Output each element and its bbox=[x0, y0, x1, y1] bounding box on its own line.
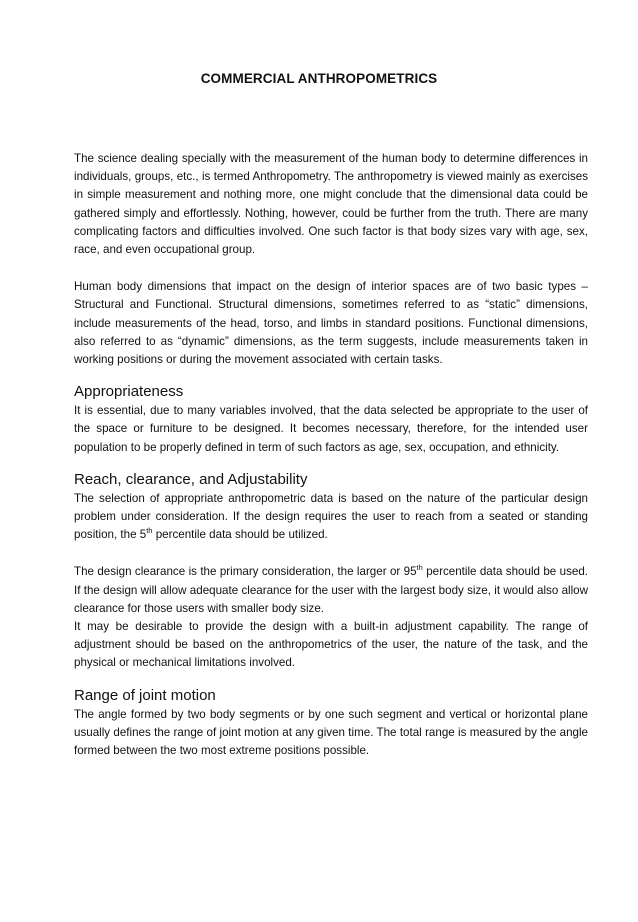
intro-paragraph-1: The science dealing specially with the measurement of the human body to determine differences in individuals, groups, etc., is termed Anthropometry. The anthropometry is viewed mainly as exercises in simple measurement and nothing more, one might conclude that the dimensional data could be gathered simply and effortlessly. Nothing, however, could be further from the truth. There are many complicating factors and difficulties involved. One such factor is that body sizes vary with age, sex, race, and even occupational group. bbox=[74, 152, 588, 257]
document-body bbox=[74, 150, 588, 760]
reach-paragraph-3: It may be desirable to provide the design with a built-in adjustment capability. The range of adjustment should be based on the anthropometrics of the user, the nature of the task, and the physical or mechanical limitations involved. bbox=[74, 620, 588, 670]
reach-p1-text-end: percentile data should be utilized. bbox=[152, 528, 328, 542]
intro-paragraph-2: Human body dimensions that impact on the design of interior spaces are of two basic types – Structural and Functional. Structural dimensions, sometimes referred to as “static” dimensions, include measurements of the head, torso, and limbs in standard positions. Functional dimensions, also referred to as “dynamic” dimensions, as the term suggests, include measurements taken in working positions or during the movement associated with certain tasks. bbox=[74, 280, 588, 367]
reach-p2-superscript: th bbox=[416, 563, 423, 573]
joint-motion-paragraph: The angle formed by two body segments or by one such segment and vertical or horizontal plane usually defines the range of joint motion at any given time. The total range is measured by the angle formed between the two most extreme positions possible. bbox=[74, 707, 588, 758]
reach-p2-text-end: percentile data should be used. If the design will allow adequate clearance for the user with the largest body size, it would also allow clearance for those users with smaller body size. bbox=[74, 565, 588, 615]
reach-p1-text: The selection of appropriate anthropometric data is based on the nature of the particular design problem under consideration. If the design requires the user to reach from a seated or standing position, the 5 bbox=[74, 491, 588, 542]
section-heading-reach-clearance: Reach, clearance, and Adjustability bbox=[74, 470, 308, 488]
section-heading-joint-motion: Range of joint motion bbox=[74, 686, 216, 704]
reach-p1-superscript: th bbox=[146, 526, 153, 536]
reach-paragraph-2 bbox=[74, 563, 588, 618]
reach-p2-text: The design clearance is the primary consideration, the larger or 95 bbox=[74, 565, 417, 579]
document-title: COMMERCIAL ANTHROPOMETRICS bbox=[200, 71, 438, 86]
reach-paragraph-1 bbox=[74, 490, 588, 545]
appropriateness-paragraph: It is essential, due to many variables involved, that the data selected be appropriate to the user of the space or furniture to be designed. It becomes necessary, therefore, for the intended user population to be properly defined in term of such factors as age, sex, occupation, and ethnicity. bbox=[74, 404, 588, 454]
section-heading-appropriateness: Appropriateness bbox=[74, 383, 184, 401]
